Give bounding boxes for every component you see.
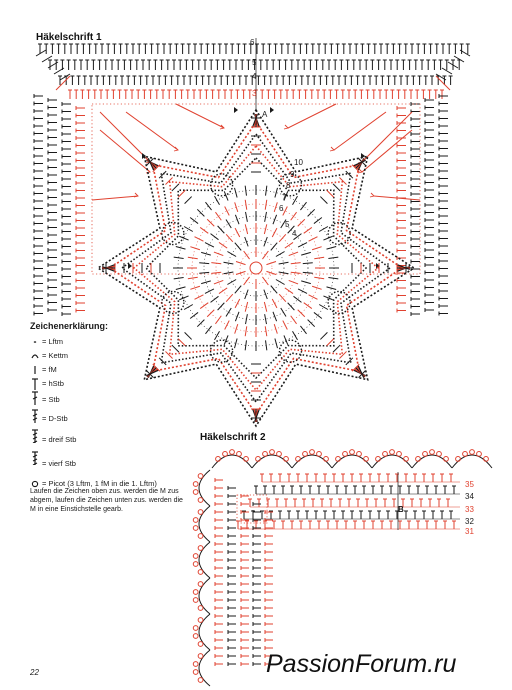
instruction-note: Laufen die Zeichen oben zus. werden die M zus abgem, laufen die Zeichen unten zus. werden die M in eine Einstichstelle gearb. <box>30 488 183 513</box>
treble-crochet-icon <box>30 409 40 423</box>
label-7: 7 <box>282 193 287 202</box>
legend-item <box>30 429 200 451</box>
row-number-32: 32 <box>465 517 474 526</box>
legend-item <box>30 363 200 377</box>
label-r5: 5 <box>252 58 257 67</box>
page-number: 22 <box>30 668 39 677</box>
single-crochet-icon <box>30 363 40 377</box>
triple-treble-icon <box>30 429 40 443</box>
label-4: 4 <box>292 229 297 238</box>
legend-label: = fM <box>42 365 57 374</box>
legend-label: = D-Stb <box>42 414 68 423</box>
row-number-33: 33 <box>465 505 474 514</box>
label-top-6: 6 <box>250 38 255 47</box>
chain-stitch-icon <box>30 335 40 349</box>
row-number-34: 34 <box>465 492 474 501</box>
legend-item <box>30 451 200 477</box>
label-9: 9 <box>290 170 295 179</box>
row-number-31: 31 <box>465 527 474 536</box>
legend-label: = hStb <box>42 379 64 388</box>
legend-item <box>30 391 200 409</box>
watermark: PassionForum.ru <box>266 650 457 678</box>
legend-label: = Picot (3 Lftm, 1 fM in die 1. Lftm) <box>42 479 157 488</box>
double-crochet-icon <box>30 391 40 405</box>
label-6: 6 <box>279 204 284 213</box>
legend <box>30 322 200 491</box>
marker-b: B <box>398 505 404 514</box>
label-a: A <box>262 110 268 119</box>
legend-item <box>30 335 200 349</box>
slip-stitch-icon <box>30 349 40 363</box>
label-r3: 3 <box>252 89 257 98</box>
label-r4: 4 <box>252 72 257 81</box>
legend-item <box>30 377 200 391</box>
legend-label: = Stb <box>42 395 60 404</box>
legend-label: = dreif Stb <box>42 435 77 444</box>
half-double-crochet-icon <box>30 377 40 391</box>
chart1-title: Häkelschrift 1 <box>36 32 102 43</box>
legend-heading: Zeichenerklärung: <box>30 321 109 331</box>
row-number-35: 35 <box>465 480 474 489</box>
label-5: 5 <box>285 220 290 229</box>
label-10: 10 <box>294 158 303 167</box>
legend-item <box>30 349 200 363</box>
chart2-title: Häkelschrift 2 <box>200 432 266 443</box>
label-8: 8 <box>286 181 291 190</box>
legend-item <box>30 409 200 429</box>
legend-label: = Lftm <box>42 337 64 346</box>
legend-label: = Kettm <box>42 351 69 360</box>
quadruple-treble-icon <box>30 451 40 465</box>
legend-label: = vierf Stb <box>42 459 76 468</box>
